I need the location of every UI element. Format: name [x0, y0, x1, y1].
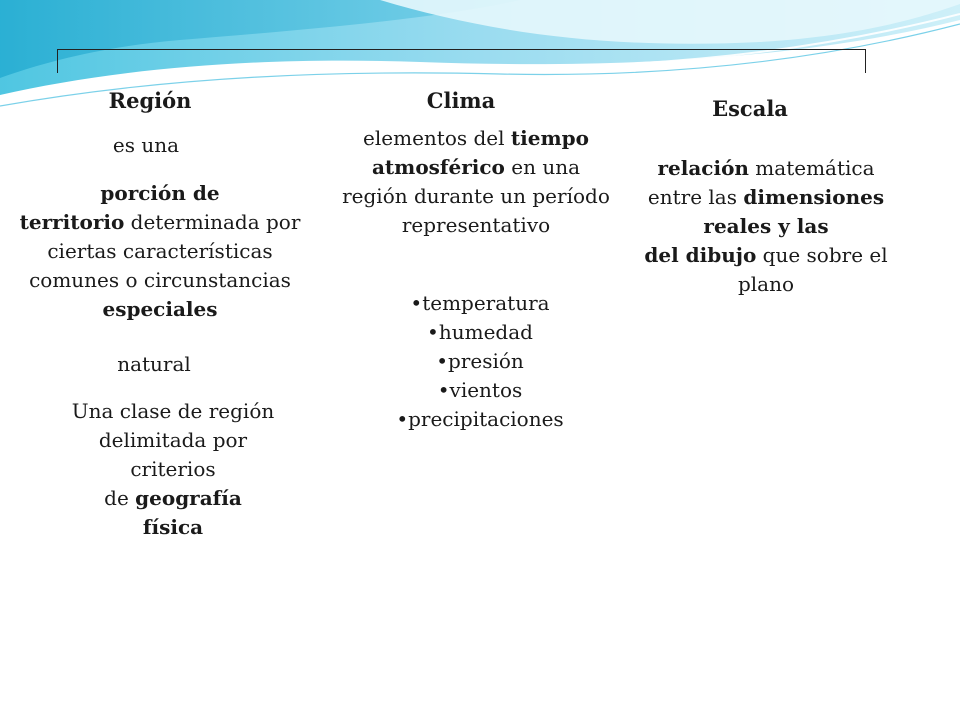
text-line	[48, 484, 298, 513]
bold-term: relación	[657, 156, 749, 180]
text-segment: determinada por	[124, 210, 301, 234]
clima-elements-list	[370, 289, 590, 434]
text-segment: en una	[504, 155, 581, 179]
text-line	[5, 179, 315, 208]
text-segment: elementos del	[363, 126, 511, 150]
text-segment: de	[104, 486, 136, 510]
bold-term: física	[142, 515, 204, 539]
text-line	[330, 182, 622, 211]
clima-element-item: • temperatura	[370, 289, 590, 318]
text-line	[620, 241, 912, 270]
text-segment: que sobre el	[756, 243, 888, 267]
text-line	[5, 237, 315, 266]
clima-definition	[330, 124, 622, 240]
natural-region-definition	[48, 397, 298, 542]
region-es-una-label: es una	[112, 133, 180, 157]
text-line	[48, 426, 298, 455]
text-segment: ciertas características	[47, 239, 273, 263]
text-segment: comunes o circunstancias	[29, 268, 291, 292]
text-line	[5, 208, 315, 237]
bold-term: reales y las	[703, 214, 829, 238]
text-segment: delimitada por	[98, 428, 248, 452]
region-natural-label: natural	[117, 352, 191, 376]
text-line	[330, 211, 622, 240]
text-line	[48, 513, 298, 542]
text-segment: entre las	[647, 185, 744, 209]
bold-term: porción de	[100, 181, 220, 205]
escala-definition	[620, 154, 912, 299]
bold-term: especiales	[102, 297, 218, 321]
text-segment: matemática	[748, 156, 875, 180]
clima-element-item: • humedad	[370, 318, 590, 347]
text-line	[330, 124, 622, 153]
text-line	[48, 455, 298, 484]
header-region: Región	[108, 88, 192, 113]
text-line	[620, 212, 912, 241]
text-line	[48, 397, 298, 426]
clima-element-item: • presión	[370, 347, 590, 376]
region-definition	[5, 179, 315, 324]
header-clima: Clima	[426, 88, 496, 113]
text-line	[5, 266, 315, 295]
bold-term: atmosférico	[371, 155, 505, 179]
bold-term: del dibujo	[644, 243, 757, 267]
header-escala: Escala	[712, 96, 788, 121]
text-line	[5, 295, 315, 324]
text-segment: región durante un período	[342, 184, 610, 208]
clima-element-item: • precipitaciones	[370, 405, 590, 434]
text-line	[330, 153, 622, 182]
text-segment: representativo	[401, 213, 551, 237]
text-line	[620, 183, 912, 212]
clima-element-item: • vientos	[370, 376, 590, 405]
text-segment: criterios	[130, 457, 216, 481]
bold-term: tiempo	[510, 126, 589, 150]
connector-bracket	[57, 49, 866, 73]
text-segment: plano	[737, 272, 795, 296]
text-line	[620, 154, 912, 183]
bold-term: dimensiones	[743, 185, 885, 209]
text-line	[620, 270, 912, 299]
text-segment: Una clase de región	[71, 399, 275, 423]
bold-term: geografía	[135, 486, 242, 510]
bold-term: territorio	[19, 210, 125, 234]
